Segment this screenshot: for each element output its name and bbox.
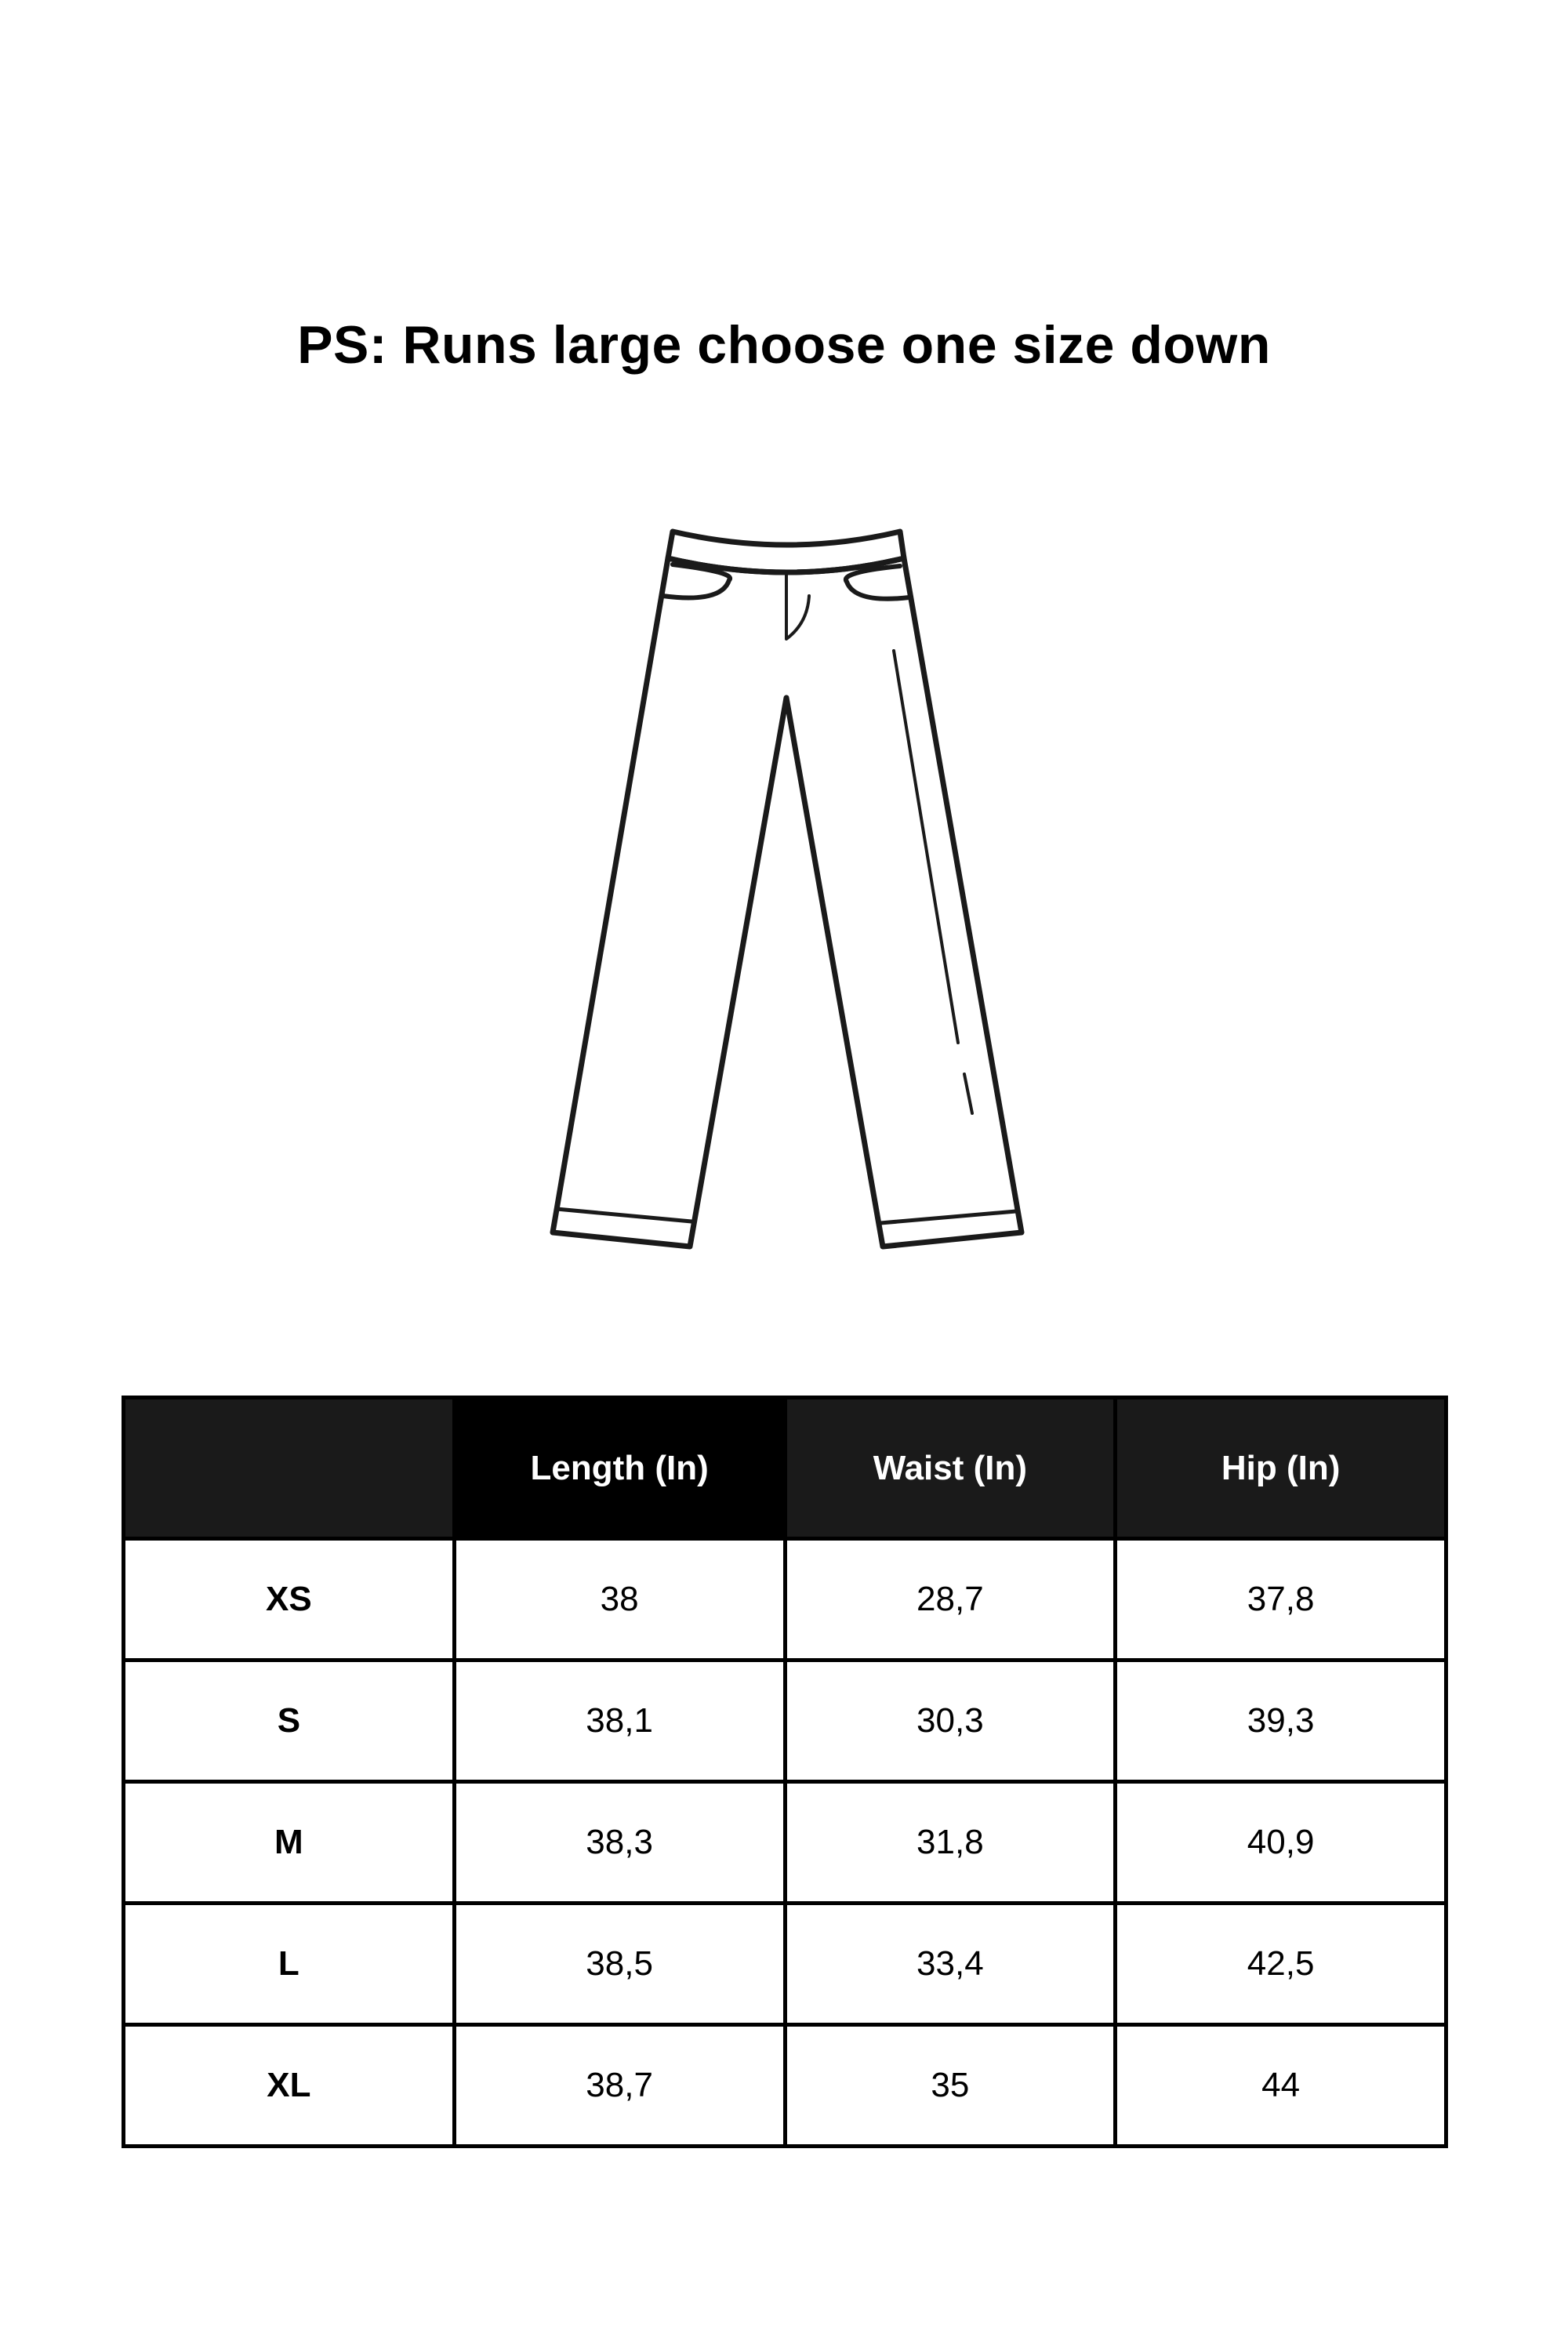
length-cell: 38,1 — [454, 1661, 785, 1782]
page-title: PS: Runs large choose one size down — [297, 315, 1271, 375]
waist-cell: 35 — [785, 2025, 1116, 2147]
waist-cell: 31,8 — [785, 1782, 1116, 1904]
length-cell: 38,7 — [454, 2025, 785, 2147]
header-length: Length (In) — [454, 1398, 785, 1539]
size-label: XS — [124, 1539, 455, 1661]
pants-icon — [533, 517, 1043, 1254]
table-row — [124, 1782, 1446, 1904]
table-row — [124, 2025, 1446, 2147]
size-label: L — [124, 1904, 455, 2025]
table-header-row — [124, 1398, 1446, 1539]
length-cell: 38,3 — [454, 1782, 785, 1904]
table-row — [124, 1539, 1446, 1661]
waist-cell: 28,7 — [785, 1539, 1116, 1661]
waist-cell: 33,4 — [785, 1904, 1116, 2025]
size-label: S — [124, 1661, 455, 1782]
header-hip: Hip (In) — [1116, 1398, 1446, 1539]
table-row — [124, 1661, 1446, 1782]
size-label: XL — [124, 2025, 455, 2147]
length-cell: 38 — [454, 1539, 785, 1661]
table-row — [124, 1904, 1446, 2025]
header-waist: Waist (In) — [785, 1398, 1116, 1539]
hip-cell: 42,5 — [1116, 1904, 1446, 2025]
hip-cell: 40,9 — [1116, 1782, 1446, 1904]
waist-cell: 30,3 — [785, 1661, 1116, 1782]
size-chart-table — [122, 1396, 1448, 2148]
size-label: M — [124, 1782, 455, 1904]
hip-cell: 44 — [1116, 2025, 1446, 2147]
hip-cell: 37,8 — [1116, 1539, 1446, 1661]
hip-cell: 39,3 — [1116, 1661, 1446, 1782]
length-cell: 38,5 — [454, 1904, 785, 2025]
header-size-corner — [124, 1398, 455, 1539]
